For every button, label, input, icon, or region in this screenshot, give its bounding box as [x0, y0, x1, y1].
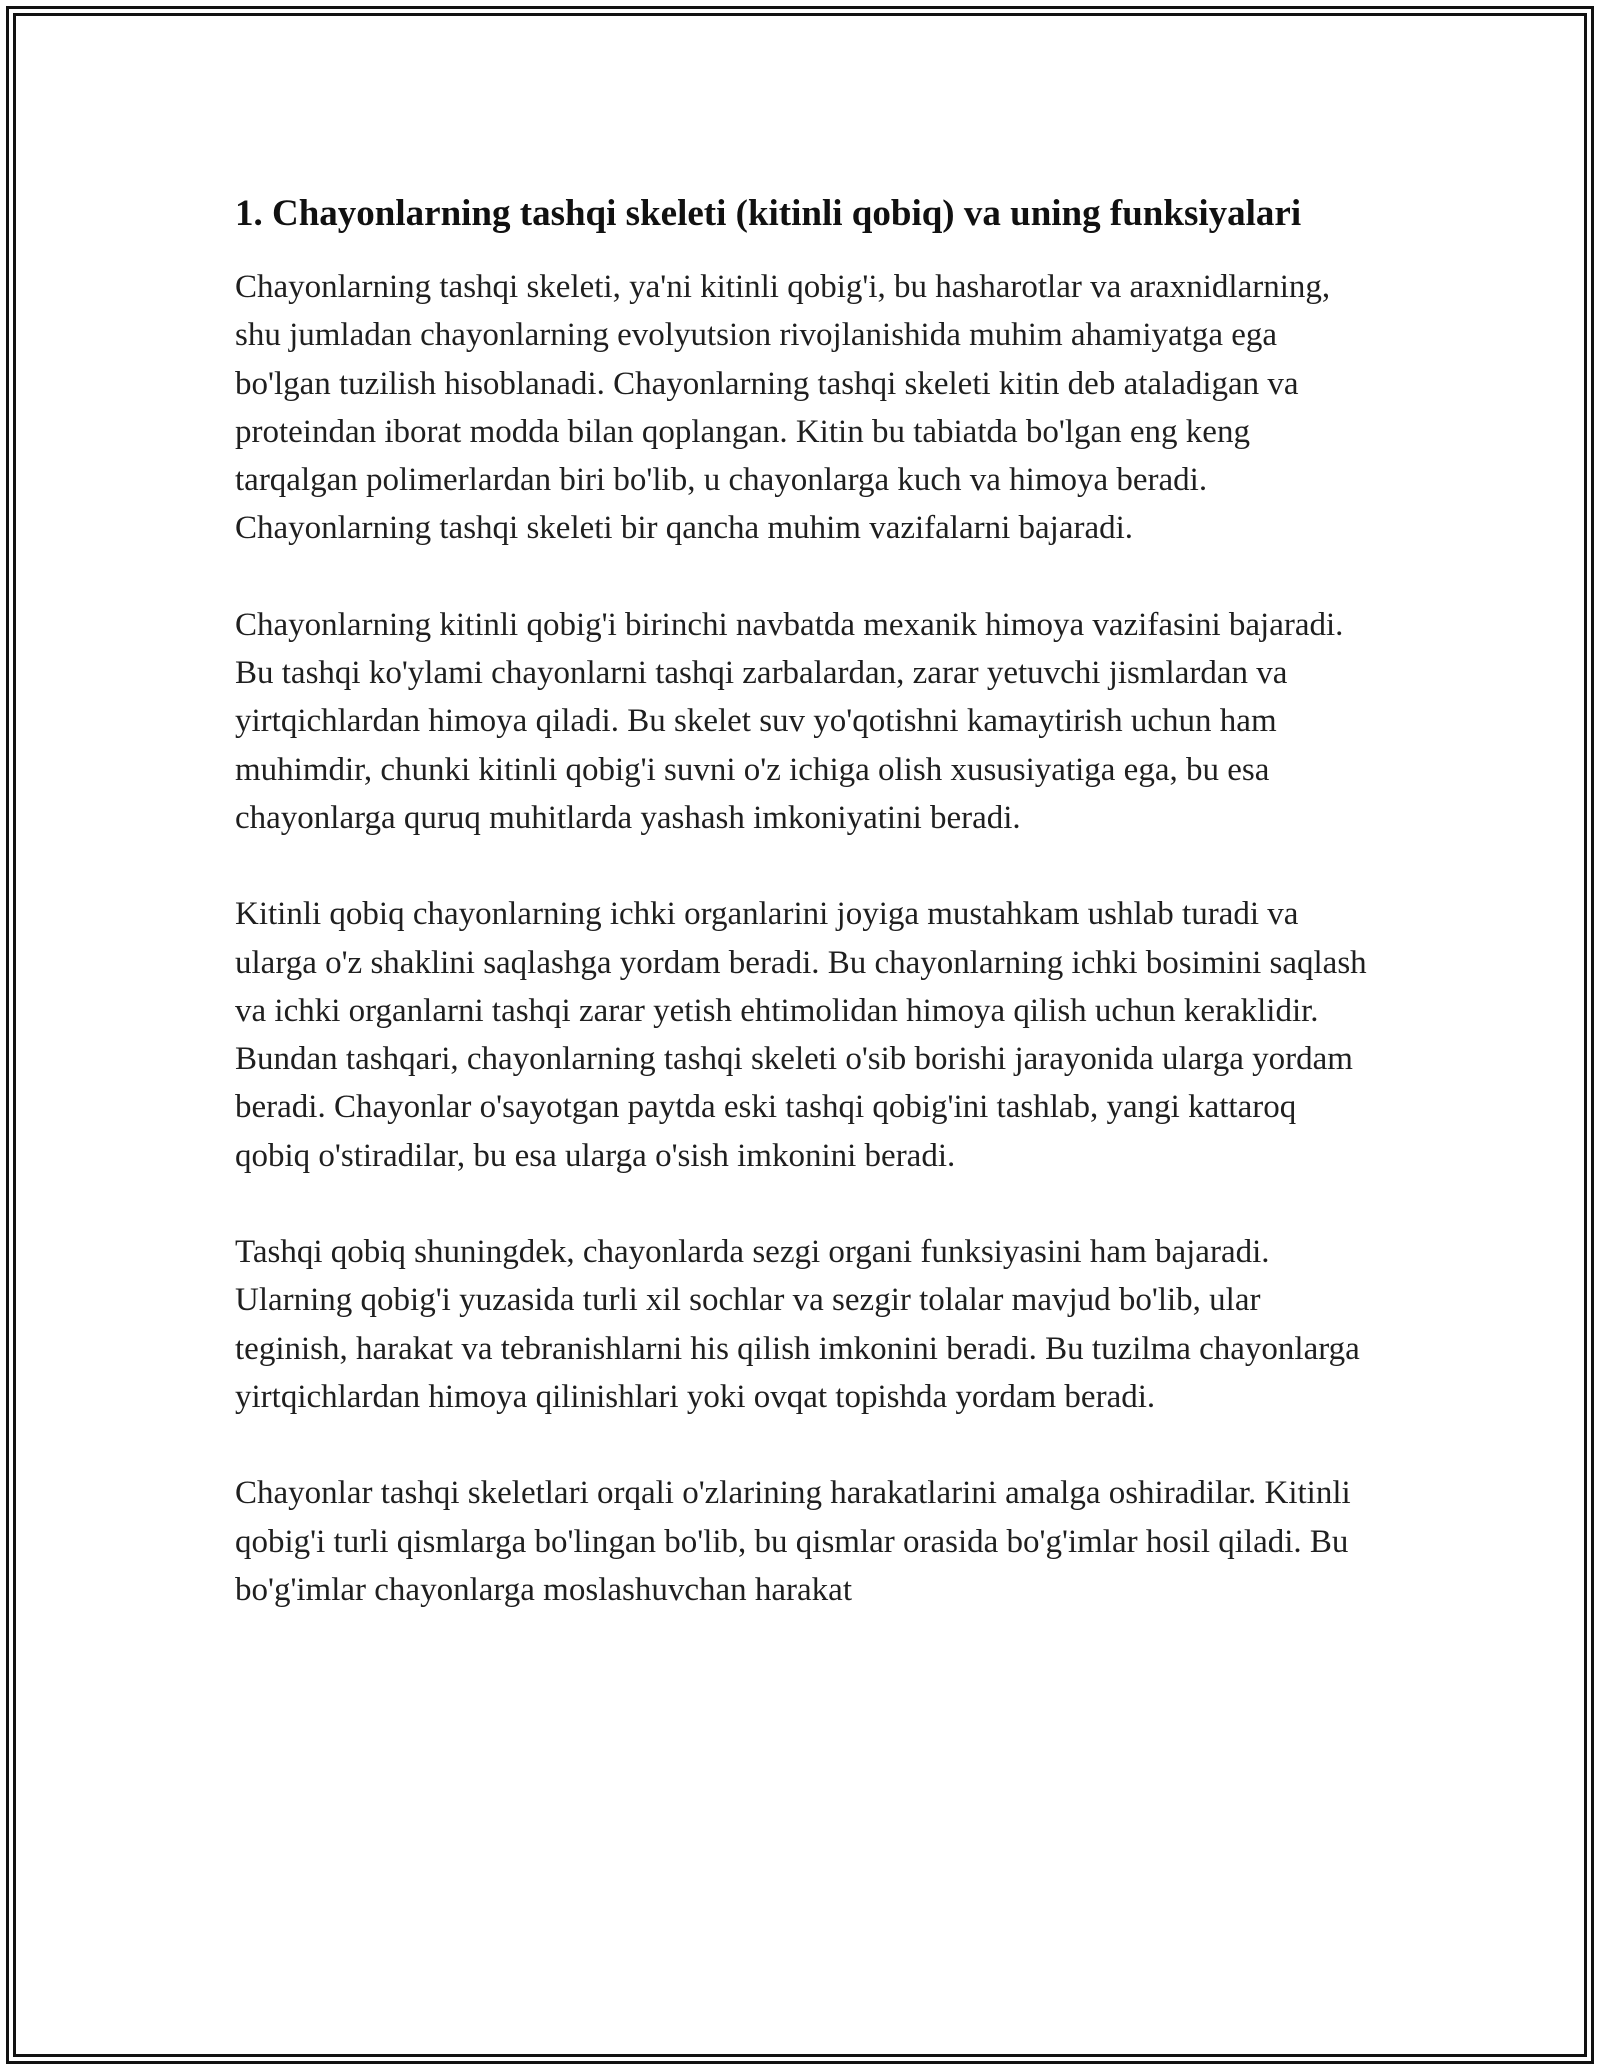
paragraph-2: Chayonlarning kitinli qobig'i birinchi navbatda mexanik himoya vazifasini bajaradi. Bu tashqi ko'ylami chayonlarni tashqi zarbalardan, zarar yetuvchi jismlardan va yirtqichlardan himoya qiladi. Bu skelet suv yo'qotishni kamaytirish uchun ham muhimdir, chunki kitinli qobig'i suvni o'z ichiga olish xususiyatiga ega, bu esa chayonlarga quruq muhitlarda yashash imkoniyatini beradi.: [235, 606, 1344, 836]
paragraph-5: Chayonlar tashqi skeletlari orqali o'zlarining harakatlarini amalga oshiradilar. Kitinli qobig'i turli qismlarga bo'lingan bo'lib, bu qismlar orasida bo'g'imlar hosil qiladi. Bu bo'g'imlar chayonlarga moslashuvchan harakat: [235, 1475, 1351, 1608]
document-body: [235, 186, 1375, 1614]
document-heading: 1. Chayonlarning tashqi skeleti (kitinli qobiq) va uning funksiyalari: [235, 193, 1302, 234]
paragraph-1: Chayonlarning tashqi skeleti, ya'ni kitinli qobig'i, bu hasharotlar va araxnidlarning, shu jumladan chayonlarning evolyutsion rivojlanishida muhim ahamiyatga ega bo'lgan tuzilish hisoblanadi. Chayonlarning tashqi skeleti kitin deb ataladigan va proteindan iborat modda bilan qoplangan. Kitin bu tabiatda bo'lgan eng keng tarqalgan polimerlardan biri bo'lib, u chayonlarga kuch va himoya beradi. Chayonlarning tashqi skeleti bir qancha muhim vazifalarni bajaradi.: [235, 269, 1331, 547]
paragraph-4: Tashqi qobiq shuningdek, chayonlarda sezgi organi funksiyasini ham bajaradi. Ularning qobig'i yuzasida turli xil sochlar va sezgir tolalar mavjud bo'lib, ular teginish, harakat va tebranishlarni his qilish imkonini beradi. Bu tuzilma chayonlarga yirtqichlardan himoya qilinishlari yoki ovqat topishda yordam beradi.: [235, 1234, 1360, 1415]
paragraph-3: Kitinli qobiq chayonlarning ichki organlarini joyiga mustahkam ushlab turadi va ularga o'z shaklini saqlashga yordam beradi. Bu chayonlarning ichki bosimini saqlash va ichki organlarni tashqi zarar yetish ehtimolidan himoya qilish uchun keraklidir. Bundan tashqari, chayonlarning tashqi skeleti o'sib borishi jarayonida ularga yordam beradi. Chayonlar o'sayotgan paytda eski tashqi qobig'ini tashlab, yangi kattaroq qobiq o'stiradilar, bu esa ularga o'sish imkonini beradi.: [235, 896, 1367, 1174]
